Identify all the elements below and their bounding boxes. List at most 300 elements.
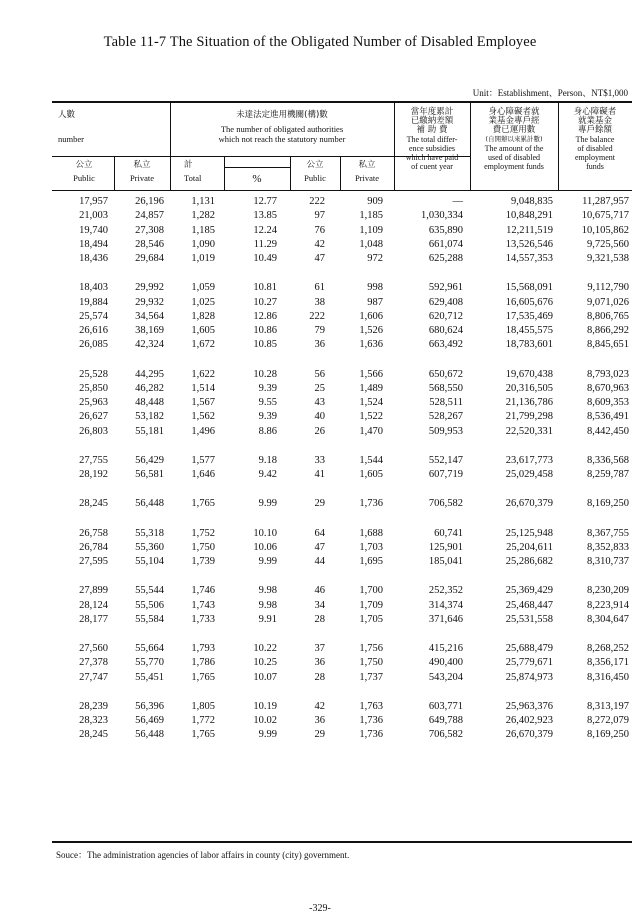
header-balance-zh2: 就業基金	[577, 116, 612, 126]
cell-private: 56,448	[135, 729, 164, 741]
cell-private: 56,448	[135, 498, 164, 510]
table-row	[52, 239, 632, 253]
table-row	[52, 210, 632, 224]
header-number	[58, 110, 84, 144]
unit-note: Unit：Establishment、Person、NT$1,000	[472, 88, 628, 98]
cell-public: 26,627	[79, 411, 108, 423]
cell-private-unmet: 998	[367, 282, 383, 294]
cell-used-funds: 25,369,429	[505, 585, 553, 597]
header-private-2-en: Private	[354, 173, 380, 183]
cell-subsidy: 125,901	[428, 541, 463, 553]
cell-total: 1,739	[191, 556, 215, 567]
cell-balance: 8,845,651	[587, 339, 629, 351]
cell-private-unmet: 1,705	[359, 613, 383, 625]
cell-percent: 10.25	[253, 657, 277, 669]
header-subsidy-en3: which have paid	[405, 153, 459, 162]
header-balance-en3: employment	[575, 153, 615, 162]
cell-private-unmet: 1,695	[359, 556, 383, 567]
cell-total: 1,743	[191, 599, 215, 611]
cell-balance: 8,268,252	[587, 643, 629, 654]
cell-private-unmet: 1,544	[359, 454, 383, 466]
cell-percent: 10.02	[253, 715, 277, 726]
header-private-2	[340, 160, 394, 183]
cell-private: 44,295	[135, 368, 164, 380]
cell-public-unmet: 56	[314, 368, 325, 380]
cell-private: 55,584	[135, 613, 164, 625]
cell-percent: 9.99	[258, 498, 277, 510]
cell-total: 1,672	[191, 339, 215, 351]
cell-used-funds: 25,286,682	[505, 556, 553, 567]
cell-subsidy: 650,672	[428, 368, 463, 380]
cell-private: 48,448	[135, 397, 164, 408]
cell-percent: 11.29	[253, 238, 277, 250]
cell-private-unmet: 972	[367, 253, 383, 264]
cell-private-unmet: 1,700	[359, 585, 383, 597]
cell-total: 1,577	[191, 454, 215, 466]
cell-subsidy: 663,492	[428, 339, 463, 351]
cell-used-funds: 17,535,469	[505, 310, 553, 322]
cell-public-unmet: 47	[314, 253, 325, 264]
cell-private: 56,469	[135, 715, 164, 726]
cell-total: 1,605	[191, 325, 215, 336]
cell-balance: 8,169,250	[587, 498, 629, 510]
cell-used-funds: 18,783,601	[505, 339, 553, 351]
cell-used-funds: 14,557,353	[505, 253, 553, 264]
cell-used-funds: 16,605,676	[505, 296, 553, 308]
cell-percent: 9.55	[258, 397, 277, 408]
table-row	[52, 528, 632, 542]
cell-used-funds: 26,670,379	[505, 729, 553, 741]
cell-used-funds: 20,316,505	[505, 382, 553, 394]
cell-private: 55,506	[135, 599, 164, 611]
cell-public-unmet: 44	[314, 556, 325, 567]
cell-percent: 10.10	[253, 527, 277, 539]
cell-public-unmet: 28	[314, 671, 325, 683]
header-subsidy-zh1: 當年度累計	[410, 107, 454, 117]
cell-private: 55,664	[135, 643, 164, 654]
cell-total: 1,765	[191, 671, 215, 683]
table-row	[52, 498, 632, 512]
cell-private-unmet: 987	[367, 296, 383, 308]
cell-subsidy: 629,408	[428, 296, 463, 308]
cell-public-unmet: 26	[314, 425, 325, 437]
table-row	[52, 311, 632, 325]
cell-used-funds: 18,455,575	[505, 325, 553, 336]
cell-public-unmet: 222	[309, 196, 325, 207]
header-unmet-en1: The number of obligated authorities	[220, 124, 344, 134]
cell-subsidy: 415,216	[428, 643, 463, 654]
cell-public: 17,957	[79, 196, 108, 207]
cell-private-unmet: 1,470	[359, 425, 383, 437]
cell-percent: 10.22	[253, 643, 277, 654]
cell-used-funds: 13,526,546	[505, 238, 553, 250]
cell-balance: 8,223,914	[587, 599, 629, 611]
cell-private-unmet: 1,109	[359, 224, 383, 236]
cell-balance: 10,675,717	[581, 210, 629, 222]
cell-percent: 10.19	[253, 700, 277, 712]
cell-public: 28,124	[79, 599, 108, 611]
cell-percent: 9.99	[258, 729, 277, 741]
table-row	[52, 196, 632, 210]
cell-subsidy: 314,374	[428, 599, 463, 611]
cell-public: 19,884	[79, 296, 108, 308]
cell-percent: 10.06	[253, 541, 277, 553]
cell-private: 46,282	[135, 382, 164, 394]
cell-total: 1,828	[191, 310, 215, 322]
cell-balance: 8,272,079	[587, 715, 629, 726]
table-row	[52, 411, 632, 425]
cell-private-unmet: 1,688	[359, 527, 383, 539]
cell-total: 1,090	[191, 238, 215, 250]
cell-total: 1,562	[191, 411, 215, 423]
header-subsidy-en1: The total differ-	[406, 135, 458, 144]
cell-subsidy: 552,147	[428, 454, 463, 466]
cell-total: 1,622	[191, 368, 215, 380]
cell-balance: 8,806,765	[587, 310, 629, 322]
cell-subsidy: 543,204	[428, 671, 463, 683]
group-spacer	[52, 628, 632, 643]
cell-balance: 8,793,023	[587, 368, 629, 380]
table-row	[52, 657, 632, 671]
cell-subsidy: 528,267	[428, 411, 463, 423]
cell-public-unmet: 25	[314, 382, 325, 394]
cell-subsidy: 371,646	[428, 613, 463, 625]
header-unmet-zh: 未達法定進用機關(構)數	[236, 110, 328, 120]
cell-balance: 9,321,538	[587, 253, 629, 264]
header-used-zh1: 身心障礙者就	[488, 107, 540, 117]
cell-public-unmet: 36	[314, 339, 325, 351]
cell-percent: 10.49	[253, 253, 277, 264]
cell-percent: 12.24	[253, 224, 277, 236]
cell-public-unmet: 34	[314, 599, 325, 611]
cell-public: 27,899	[79, 585, 108, 597]
cell-used-funds: 19,670,438	[505, 368, 553, 380]
cell-used-funds: 21,136,786	[505, 397, 553, 408]
cell-private: 29,992	[135, 282, 164, 294]
table-row	[52, 426, 632, 440]
cell-public: 26,784	[79, 541, 108, 553]
table-row	[52, 469, 632, 483]
cell-private: 53,182	[135, 411, 164, 423]
cell-public-unmet: 46	[314, 585, 325, 597]
cell-balance: 8,670,963	[587, 382, 629, 394]
cell-private: 24,857	[135, 210, 164, 222]
cell-balance: 8,304,647	[587, 613, 629, 625]
cell-private: 26,196	[135, 196, 164, 207]
cell-private-unmet: 1,736	[359, 715, 383, 726]
cell-percent: 9.99	[258, 556, 277, 567]
header-private-zh: 私立	[133, 160, 151, 170]
cell-used-funds: 9,048,835	[511, 196, 553, 207]
cell-private-unmet: 1,524	[359, 397, 383, 408]
cell-private: 42,324	[135, 339, 164, 351]
table-row	[52, 729, 632, 743]
cell-public: 26,758	[79, 527, 108, 539]
cell-private-unmet: 1,526	[359, 325, 383, 336]
header-total-en: Total	[184, 173, 202, 183]
cell-private-unmet: 1,489	[359, 382, 383, 394]
cell-balance: 9,725,560	[587, 238, 629, 250]
cell-public-unmet: 47	[314, 541, 325, 553]
cell-subsidy: 252,352	[428, 585, 463, 597]
group-spacer	[52, 267, 632, 282]
cell-percent: 9.98	[258, 599, 277, 611]
cell-private-unmet: 1,522	[359, 411, 383, 423]
cell-used-funds: 25,029,458	[505, 469, 553, 480]
table-row	[52, 701, 632, 715]
cell-total: 1,786	[191, 657, 215, 669]
cell-public-unmet: 42	[314, 700, 325, 712]
cell-private: 56,581	[135, 469, 164, 480]
cell-private-unmet: 1,185	[359, 210, 383, 222]
cell-public: 18,436	[79, 253, 108, 264]
header-unmet-en2: which not reach the statutory number	[218, 134, 346, 144]
cell-used-funds: 12,211,519	[506, 224, 553, 236]
cell-balance: 8,356,171	[587, 657, 629, 669]
cell-total: 1,793	[191, 643, 215, 654]
cell-percent: 10.85	[253, 339, 277, 351]
cell-used-funds: 25,779,671	[505, 657, 553, 669]
cell-used-funds: 10,848,291	[505, 210, 553, 222]
cell-public-unmet: 64	[314, 527, 325, 539]
page-number: -329-	[309, 903, 331, 914]
cell-private-unmet: 1,703	[359, 541, 383, 553]
cell-balance: 8,866,292	[587, 325, 629, 336]
cell-total: 1,646	[191, 469, 215, 480]
table-row	[52, 672, 632, 686]
cell-public: 28,192	[79, 469, 108, 480]
cell-used-funds: 25,125,948	[505, 527, 553, 539]
cell-total: 1,514	[191, 382, 215, 394]
cell-public-unmet: 36	[314, 657, 325, 669]
cell-percent: 10.07	[253, 671, 277, 683]
cell-public: 25,528	[79, 368, 108, 380]
cell-private-unmet: 1,737	[359, 671, 383, 683]
header-public-2	[290, 160, 340, 183]
cell-subsidy: 528,511	[429, 397, 463, 408]
cell-percent: 10.28	[253, 368, 277, 380]
header-balance-zh3: 專戶餘額	[577, 125, 612, 135]
cell-percent: 13.85	[253, 210, 277, 222]
cell-public: 27,595	[79, 556, 108, 567]
cell-subsidy: 661,074	[428, 238, 463, 250]
header-number-zh: 人數	[58, 110, 76, 120]
header-percent: %	[252, 173, 262, 185]
cell-public-unmet: 61	[314, 282, 325, 294]
cell-balance: 8,313,197	[587, 700, 629, 712]
cell-used-funds: 26,402,923	[505, 715, 553, 726]
header-used-zh2: 業基金專戶經	[488, 116, 540, 126]
table-row	[52, 383, 632, 397]
header-used-en3: employment funds	[484, 162, 544, 171]
cell-private-unmet: 1,605	[359, 469, 383, 480]
cell-public: 27,378	[79, 657, 108, 669]
cell-private-unmet: 1,709	[359, 599, 383, 611]
cell-subsidy: 509,953	[428, 425, 463, 437]
cell-subsidy: 706,582	[428, 729, 463, 741]
cell-public: 28,323	[79, 715, 108, 726]
cell-public: 28,245	[79, 729, 108, 741]
cell-public: 26,085	[79, 339, 108, 351]
cell-percent: 10.81	[253, 282, 277, 294]
header-balance-en2: of disabled	[577, 144, 613, 153]
cell-balance: 8,169,250	[587, 729, 629, 741]
cell-private: 34,564	[135, 310, 164, 322]
cell-public: 27,560	[79, 643, 108, 654]
cell-used-funds: 25,874,973	[505, 671, 553, 683]
header-public-2-en: Public	[304, 173, 326, 183]
cell-subsidy: 607,719	[428, 469, 463, 480]
cell-balance: 8,609,353	[587, 397, 629, 408]
header-used-zh4: (自開辦以來累計數)	[485, 135, 543, 143]
header-balance-en4: funds	[586, 162, 604, 171]
bottom-rule	[52, 841, 632, 843]
header-public-2-zh: 公立	[306, 160, 324, 170]
cell-percent: 12.77	[253, 196, 277, 207]
cell-total: 1,752	[191, 527, 215, 539]
cell-total: 1,059	[191, 282, 215, 294]
header-subsidy-en2: ence subsidies	[409, 144, 455, 153]
header-total	[184, 160, 201, 183]
cell-private-unmet: 1,566	[359, 368, 383, 380]
cell-public-unmet: 36	[314, 715, 325, 726]
cell-subsidy: 706,582	[428, 498, 463, 510]
cell-percent: 9.18	[258, 454, 277, 466]
header-total-zh: 計	[184, 160, 193, 170]
table-row	[52, 339, 632, 353]
cell-total: 1,750	[191, 541, 215, 553]
cell-public: 19,740	[79, 224, 108, 236]
cell-subsidy: 568,550	[428, 382, 463, 394]
cell-private-unmet: 909	[367, 196, 383, 207]
header-balance-en1: The balance	[575, 135, 615, 144]
group-spacer	[52, 513, 632, 528]
cell-public: 25,850	[79, 382, 108, 394]
cell-private-unmet: 1,606	[359, 310, 383, 322]
cell-used-funds: 23,617,773	[505, 454, 553, 466]
header-subsidy-en4: of cuent year	[411, 162, 453, 171]
cell-percent: 10.27	[253, 296, 277, 308]
cell-public-unmet: 97	[314, 210, 325, 222]
cell-total: 1,025	[191, 296, 215, 308]
table-row	[52, 369, 632, 383]
cell-balance: 10,105,862	[581, 224, 629, 236]
table-body	[52, 196, 632, 744]
cell-total: 1,496	[191, 425, 215, 437]
header-private-en: Private	[129, 173, 155, 183]
header-bottom-rule	[52, 190, 632, 191]
cell-subsidy: 620,712	[428, 310, 463, 322]
table-row	[52, 643, 632, 657]
cell-total: 1,019	[191, 253, 215, 264]
source-note: Souce：The administration agencies of labor affairs in county (city) government.	[56, 850, 350, 860]
cell-public-unmet: 41	[314, 469, 325, 480]
table-row	[52, 253, 632, 267]
group-spacer	[52, 440, 632, 455]
cell-public: 28,239	[79, 700, 108, 712]
header-public	[56, 160, 112, 183]
cell-subsidy: 60,741	[434, 527, 463, 539]
cell-percent: 9.91	[258, 613, 277, 625]
cell-private-unmet: 1,763	[359, 700, 383, 712]
header-used-en2: used of disabled	[488, 153, 540, 162]
cell-used-funds: 15,568,091	[505, 282, 553, 294]
cell-public-unmet: 43	[314, 397, 325, 408]
cell-private: 56,396	[135, 700, 164, 712]
cell-private-unmet: 1,636	[359, 339, 383, 351]
cell-subsidy: 625,288	[428, 253, 463, 264]
cell-private: 55,544	[135, 585, 164, 597]
cell-used-funds: 25,204,611	[506, 541, 553, 553]
cell-total: 1,765	[191, 729, 215, 741]
cell-balance: 9,112,790	[587, 282, 629, 294]
cell-used-funds: 25,468,447	[505, 599, 553, 611]
header-private	[114, 160, 170, 183]
cell-public-unmet: 79	[314, 325, 325, 336]
cell-total: 1,733	[191, 613, 215, 625]
group-spacer	[52, 483, 632, 498]
cell-subsidy: —	[452, 196, 463, 207]
cell-public: 28,245	[79, 498, 108, 510]
cell-private-unmet: 1,736	[359, 729, 383, 741]
cell-subsidy: 1,030,334	[421, 210, 463, 222]
cell-private: 29,684	[135, 253, 164, 264]
cell-private: 55,181	[135, 425, 164, 437]
cell-public: 27,755	[79, 454, 108, 466]
cell-used-funds: 25,531,558	[505, 613, 553, 625]
table-row	[52, 225, 632, 239]
cell-percent: 9.42	[258, 469, 277, 480]
header-used	[470, 108, 558, 171]
cell-subsidy: 635,890	[428, 224, 463, 236]
cell-total: 1,567	[191, 397, 215, 408]
cell-public: 27,747	[79, 671, 108, 683]
cell-public-unmet: 29	[314, 498, 325, 510]
cell-subsidy: 185,041	[428, 556, 463, 567]
cell-balance: 8,367,755	[587, 527, 629, 539]
cell-public: 26,803	[79, 425, 108, 437]
group-spacer	[52, 686, 632, 701]
cell-balance: 8,316,450	[587, 671, 629, 683]
cell-subsidy: 603,771	[428, 700, 463, 712]
cell-private: 56,429	[135, 454, 164, 466]
cell-balance: 8,442,450	[587, 425, 629, 437]
group-spacer	[52, 354, 632, 369]
cell-public: 26,616	[79, 325, 108, 336]
table-row	[52, 715, 632, 729]
cell-private: 27,308	[135, 224, 164, 236]
header-subsidy-zh2: 已繳納差額	[410, 116, 454, 126]
table-row	[52, 282, 632, 296]
header-subsidy	[394, 108, 470, 171]
cell-percent: 9.39	[258, 382, 277, 394]
cell-subsidy: 680,624	[428, 325, 463, 336]
cell-public-unmet: 42	[314, 238, 325, 250]
header-used-zh3: 費已運用數	[492, 125, 536, 135]
table-row	[52, 556, 632, 570]
table-row	[52, 614, 632, 628]
cell-public-unmet: 29	[314, 729, 325, 741]
cell-total: 1,282	[191, 210, 215, 222]
cell-used-funds: 25,688,479	[505, 643, 553, 654]
cell-subsidy: 649,788	[428, 715, 463, 726]
cell-percent: 8.86	[258, 425, 277, 437]
cell-used-funds: 21,799,298	[505, 411, 553, 423]
cell-private: 55,451	[135, 671, 164, 683]
cell-total: 1,805	[191, 700, 215, 712]
cell-private-unmet: 1,048	[359, 238, 383, 250]
cell-used-funds: 25,963,376	[505, 700, 553, 712]
